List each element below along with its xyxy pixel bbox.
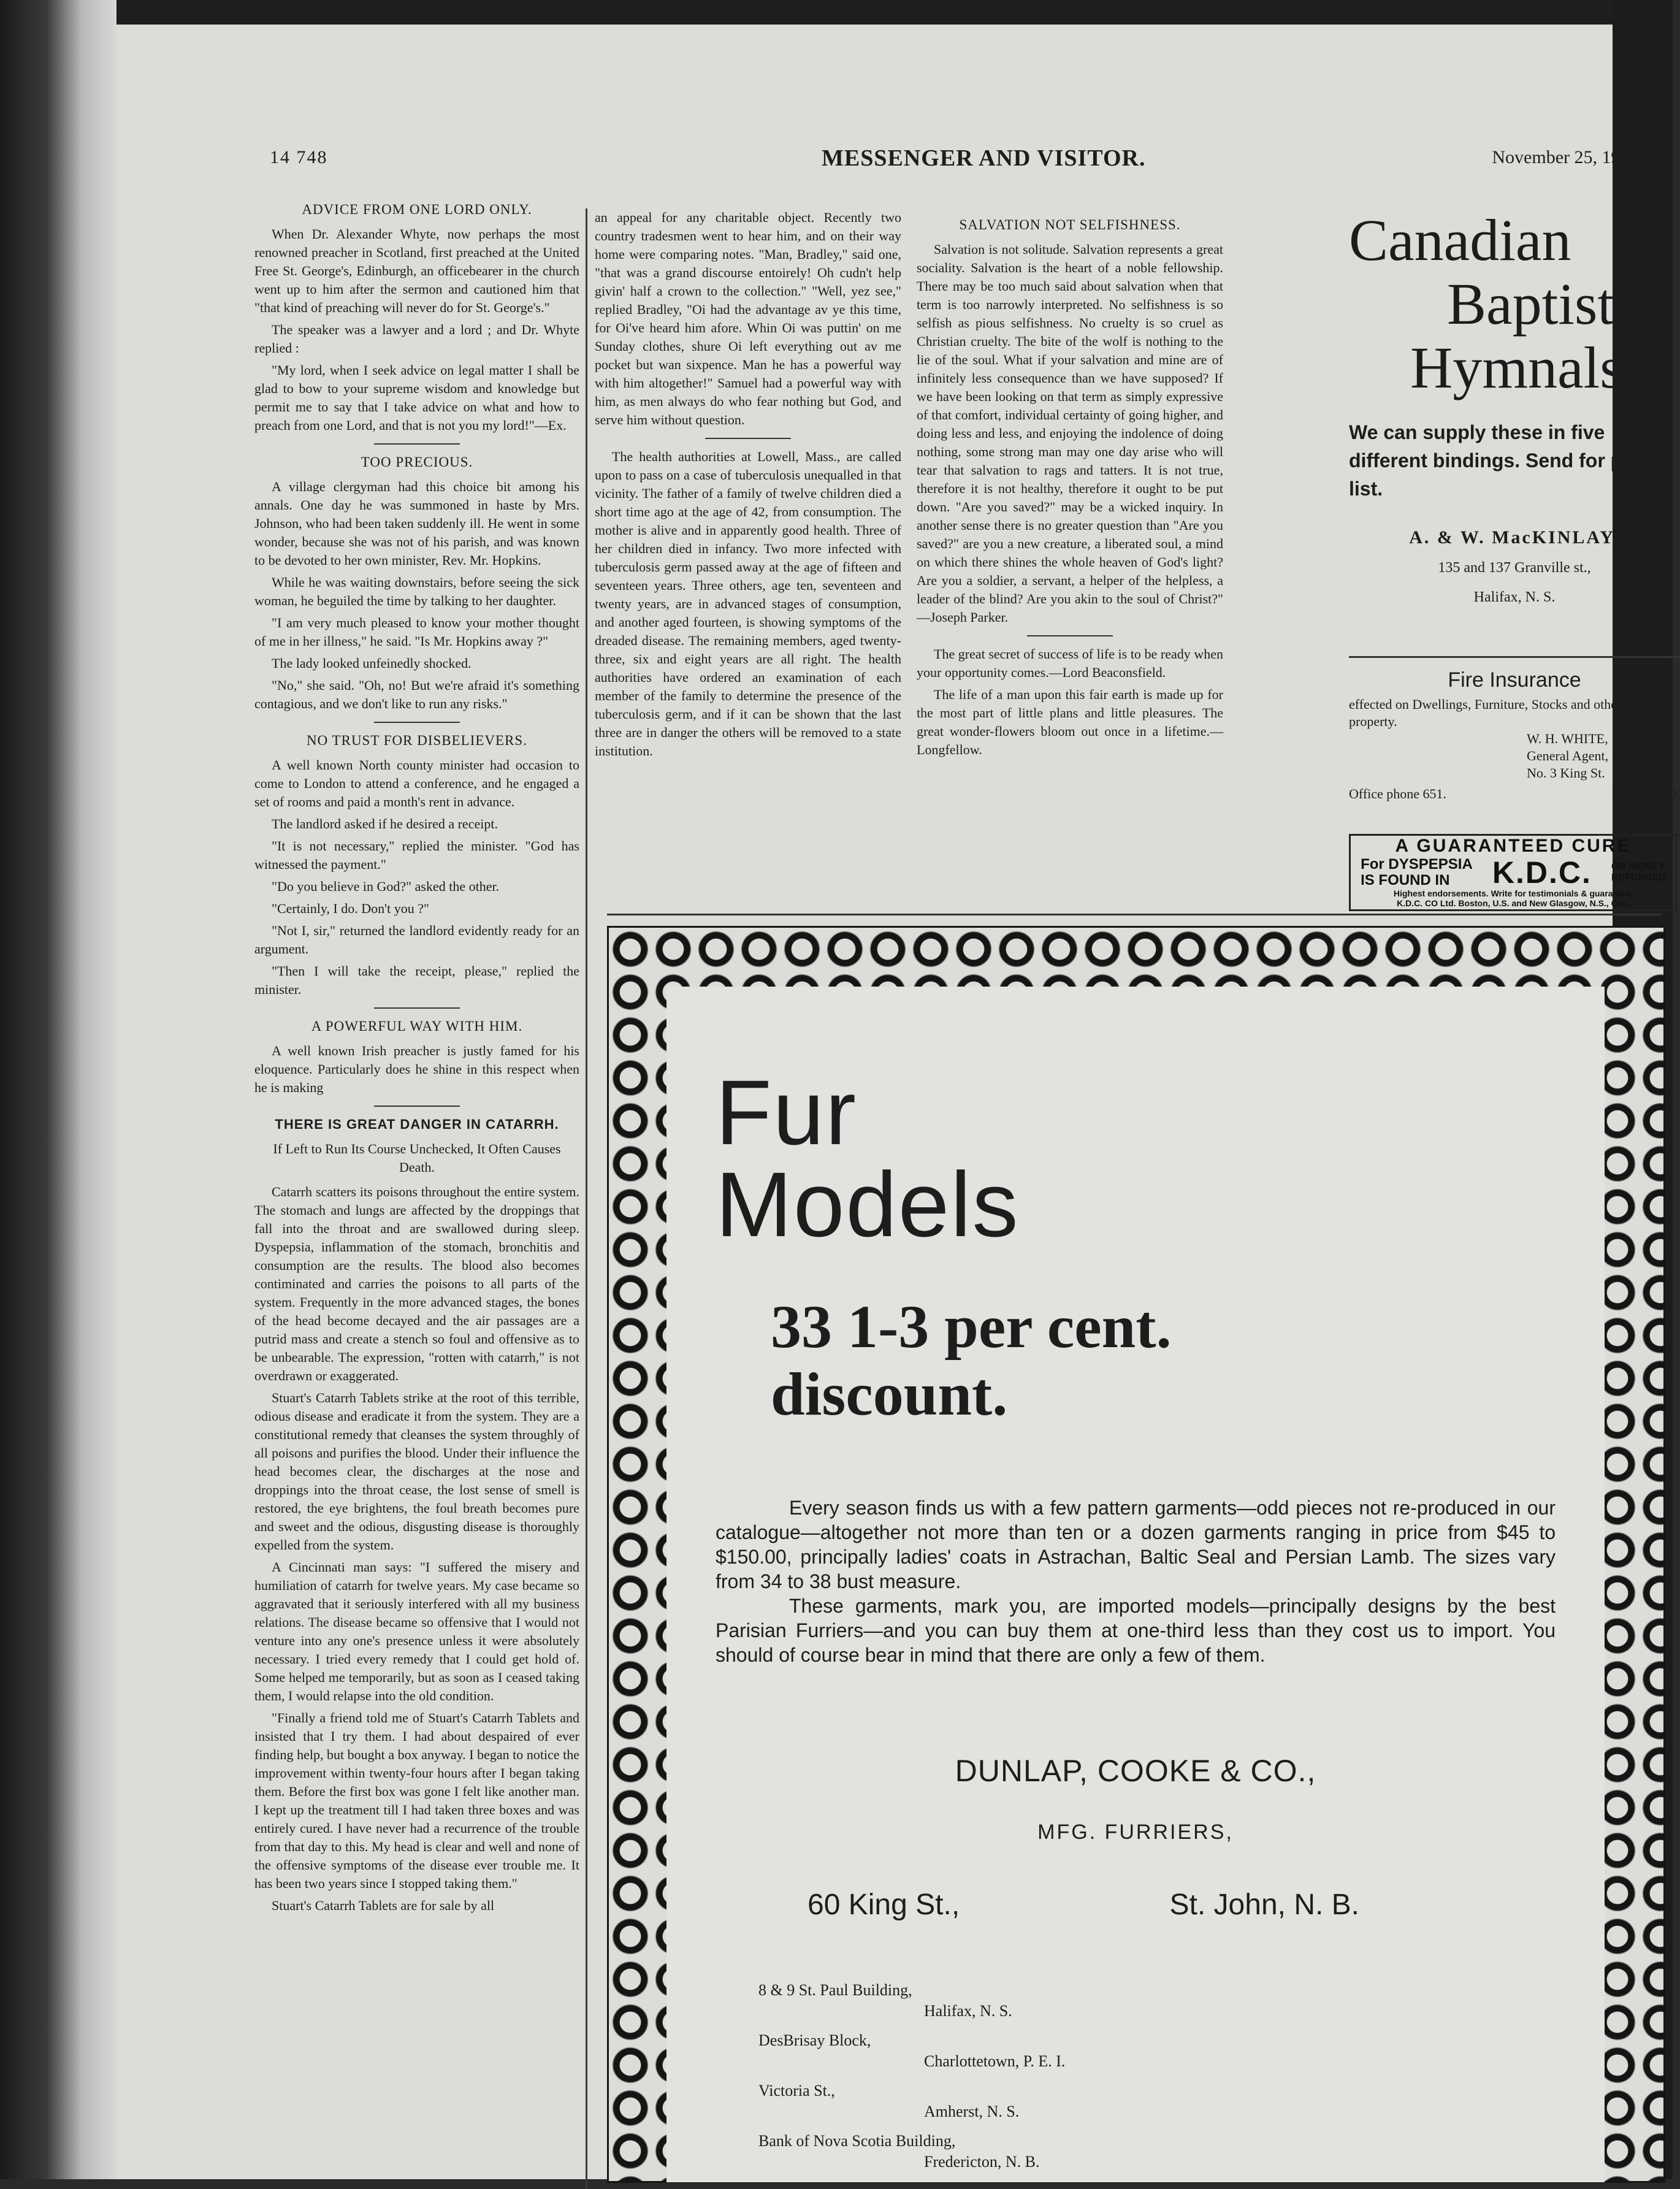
branch-building: Bank of Nova Scotia Building, — [758, 2132, 956, 2150]
firm-name: DUNLAP, COOKE & CO., — [955, 1754, 1316, 1788]
ad-paragraph: These garments, mark you, are imported models—principally designs by the best Parisian Furriers—and you can buy them at one-third less than they cost us to import. You should of course bear in mind that there are only a few of them. — [716, 1595, 1556, 1666]
page-header — [270, 147, 1643, 190]
article-paragraph: "Finally a friend told me of Stuart's Catarrh Tablets and insisted that I try them. I had about despaired of ever finding help, but bought a box anyway. I began to notice the improvement within twenty-four hours after I began taking them. Before the first box was gone I felt like another man. I kept up the treatment till I had taken three boxes and was entirely cured. I have never had a recurrence of the trouble from that day to this. My head is clear and well and none of the offensive symptoms of the disease ever trouble me. It has been two years since I stopped taking them." — [254, 1710, 579, 1891]
branch-building: 8 & 9 St. Paul Building, — [758, 1981, 912, 1999]
brand-name: K.D.C. — [1492, 855, 1592, 890]
article-title: SALVATION NOT SELFISHNESS. — [959, 217, 1181, 232]
phone-numbers — [1349, 785, 1680, 803]
article-paragraph: "It is not necessary," replied the minister. "God has witnessed the payment." — [254, 838, 579, 872]
article-paragraph: "Do you believe in God?" asked the other. — [272, 879, 500, 894]
branch-building: Victoria St., — [758, 2082, 835, 2099]
agent-name: W. H. WHITE, — [1527, 731, 1608, 746]
ad-paragraph: Every season finds us with a few pattern garments—odd pieces not re-produced in our catalogue—altogether not more than ten or a dozen garments ranging in price from $45 to $150.00, principally ladies' coats in Astrachan, Baltic Seal and Persian Lamb. The sizes vary from 34 to 38 bust measure. — [716, 1497, 1556, 1592]
agent-address: No. 3 King St. — [1527, 765, 1605, 781]
article-title: NO TRUST FOR DISBELIEVERS. — [307, 733, 527, 748]
ad-divider — [607, 914, 1662, 915]
article-title: THERE IS GREAT DANGER IN CATARRH. — [275, 1117, 559, 1132]
ad-text: OR MONEY — [1611, 861, 1665, 872]
ad-headline: Canadian — [1349, 207, 1571, 273]
street-address: 60 King St., — [808, 1889, 960, 1921]
discount-line: 33 1-3 per cent. — [771, 1293, 1172, 1361]
article-paragraph: The lady looked unfeinedly shocked. — [272, 655, 472, 671]
ad-address: 135 and 137 Granville st., — [1438, 560, 1591, 576]
ad-description: effected on Dwellings, Furniture, Stocks and other insurable property. — [1349, 697, 1674, 729]
ad-headline — [716, 1061, 1020, 1256]
article-title: ADVICE FROM ONE LORD ONLY. — [302, 202, 532, 217]
article-subtitle: If Left to Run Its Course Unchecked, It Often Causes Death. — [273, 1141, 561, 1175]
divider — [705, 438, 791, 439]
divider — [374, 443, 460, 445]
article-paragraph: A well known North county minister had occasion to come to London to attend a conference, and he engaged a set of rooms and paid a month's rent in advance. — [254, 757, 579, 809]
branch-city: Charlottetown, P. E. I. — [924, 2052, 1066, 2070]
ad-body — [716, 1496, 1556, 1667]
article-paragraph: "No," she said. "Oh, no! But we're afraid it's something contagious, and we don't like to run any risks." — [254, 678, 579, 711]
divider — [374, 1007, 460, 1009]
article-paragraph: Stuart's Catarrh Tablets are for sale by all — [272, 1898, 495, 1913]
main-address — [808, 1888, 1359, 1922]
fire-insurance-advertisement — [1349, 668, 1680, 803]
page-number: 14 748 — [270, 147, 328, 167]
ad-headline: Hymnals. — [1410, 335, 1638, 400]
ad-firm-name: A. & W. MacKINLAY. — [1409, 527, 1620, 548]
article-paragraph: The life of a man upon this fair earth is made up for the most part of little plans and little pleasures. The great wonder-flowers bloom out once in a lifetime.—Longfellow. — [917, 687, 1223, 757]
branch-list — [758, 1980, 1188, 2181]
ad-text: IS FOUND IN — [1361, 872, 1450, 888]
agent-role: General Agent, — [1527, 748, 1609, 763]
fur-advertisement — [666, 987, 1605, 2182]
article-paragraph: an appeal for any charitable object. Recently two country tradesmen went to hear him, and on their way home were comparing notes. "Man, Bradley," said one, "that was a grand discourse entoirely! Oh cudn't help givin' half a crown to the collection." "Well, yez see," replied Bradley, "Oi had the advantage av ye this time, for Oi've heard him afore. Whin Oi was puttin' on me Sunday clothes, shure Oi left everything out av me pocket but wan sixpence. Man he has a powerful way with him altogether!" Samuel had a powerful way with him, as men always do who fear nothing but God, and serve him without question. — [595, 210, 901, 427]
article-paragraph: Stuart's Catarrh Tablets strike at the root of this terrible, odious disease and eradicate it from the system. They are a constitutional remedy that cleanses the system throughly of all poisons and purifies the blood. Under their influence the head becomes clear, the discharges at the nose and droppings into the throat cease, the lost sense of smell is restored, the eye brightens, the foul breath becomes pure and sweet and the odious, disgusting disease is thoroughly expelled from the system. — [254, 1390, 579, 1553]
column-2 — [595, 208, 901, 914]
fur-advertisement-border — [607, 926, 1665, 2183]
branch-building: DesBrisay Block, — [758, 2031, 871, 2049]
ad-divider — [1349, 656, 1680, 658]
column-3 — [917, 208, 1223, 914]
article-paragraph: While he was waiting downstairs, before seeing the sick woman, he beguiled the time by talking to her daughter. — [254, 575, 579, 608]
ad-body — [1351, 857, 1676, 888]
branch-city: Amherst, N. S. — [924, 2103, 1020, 2120]
article-paragraph: A well known Irish preacher is justly famed for his eloquence. Particularly does he shine in this respect when he is making — [254, 1043, 579, 1095]
discount-text — [771, 1293, 1172, 1428]
ad-description: We can supply these in five different bindings. Send for price list. — [1349, 421, 1658, 500]
article-paragraph: A Cincinnati man says: "I suffered the misery and humiliation of catarrh for twelve years. My case became so aggravated that it seriously interfered with all my business relations. The disease became so offensive that I would not venture into any one's presence unless it were absolutely necessary. I tried every remedy that I could get hold of. Some helped me temporarily, but as soon as I ceased taking them, I would relapse into the old condition. — [254, 1559, 579, 1703]
article-paragraph: Catarrh scatters its poisons throughout the entire system. The stomach and lungs are affected by the droppings that fall into the throat and are swallowed during sleep. Dyspepsia, inflammation of the stomach, bronchitis and consumption are the results. The blood also becomes contiminated and carries the poisons to all parts of the system. Frequently in the more advanced stages, the bones of the head become decayed and the air passages are a putrid mass and create a stench so foul and offensive as to be unbearable. The expression, "rotten with catarrh," is not overdrawn or exaggerated. — [254, 1184, 579, 1383]
ad-headline-line: Models — [716, 1153, 1020, 1256]
article-paragraph: "Then I will take the receipt, please," replied the minister. — [254, 963, 579, 997]
article-paragraph: A village clergyman had this choice bit among his annals. One day he was summoned in haste by Mrs. Johnson, who had been taken suddenly ill. He went in some wonder, because she was not of his parish, and was known to be devoted to her own minister, Rev. Mr. Hopkins. — [254, 479, 579, 568]
ad-headline: A GUARANTEED CURE — [1395, 836, 1632, 856]
ad-footnote: K.D.C. CO Ltd. Boston, U.S. and New Glasgow, N.S., Can. — [1397, 898, 1630, 908]
article-paragraph: The landlord asked if he desired a receipt. — [272, 816, 498, 831]
city-address: St. John, N. B. — [1169, 1889, 1359, 1921]
ad-title: Fire Insurance — [1448, 668, 1581, 692]
scan-border-top — [0, 0, 1673, 25]
ad-text: REFUNDED — [1611, 873, 1666, 883]
divider — [1027, 635, 1113, 636]
article-title: TOO PRECIOUS. — [361, 454, 473, 470]
article-title: A POWERFUL WAY WITH HIM. — [311, 1018, 523, 1034]
branch-city: Fredericton, N. B. — [924, 2153, 1040, 2171]
newspaper-page — [116, 25, 1680, 2179]
article-paragraph: The speaker was a lawyer and a lord ; and Dr. Whyte replied : — [254, 322, 579, 356]
article-paragraph: Salvation is not solitude. Salvation represents a great sociality. Salvation is the heart of a noble fellowship. There may be too much said about salvation when that term is too narrowly interpreted. No selfishness is so selfish as pious selfishness. No cruelty is so cruel as Christian cruelty. The bite of the wolf is nothing to the lie of the soul. What if your salvation and mine are of infinitely less consequence than we have supposed? If we have been looking on that term as simply expressive of that comfort, individual certainty of going higher, and doing less and less, and enjoying the indolence of doing nothing, some strong man may one day arise who will tear that salvation to rags and tatters. It is not true, therefore it is not healthy, therefore it ought to be put down. "Are you saved?" may be a wicked inquiry. In another sense there is no greater question than "Are you saved?" are you a new creature, a liberated soul, a mind on which there shines the whole heaven of God's light? Are you a soldier, a servant, a helper of the helpless, a leader of the blind? Are you akin to the soul of Christ?" —Joseph Parker. — [917, 242, 1223, 625]
branch-city: Halifax, N. S. — [924, 2002, 1012, 2020]
ad-footnote: Highest endorsements. Write for testimonials & guarantee. — [1393, 888, 1633, 898]
article-paragraph: "Not I, sir," returned the landlord evidently ready for an argument. — [254, 923, 579, 957]
office-phone: Office phone 651. — [1349, 786, 1447, 801]
article-paragraph: The health authorities at Lowell, Mass., are called upon to pass on a case of tuberculosis unequalled in that vicinity. The father of a family of twelve children died a short time ago at the age of 42, from consumption. The mother is alive and in apparently good health. Three of her children died in infancy. Two more infected with tuberculosis germ passed away at the age of fifteen and seventeen years. Three others, age ten, seventeen and twenty years, are in advanced stages of consumption, and another aged fourteen, is showing symptoms of the dreaded disease. The remaining members, aged twenty-three, six and eight years are all right. The health authorities have ordered an examination of each member of the family to determine the presence of the tuberculosis germ, and if it can be shown that the last three are in danger the others will be removed to a state institution. — [595, 449, 901, 758]
divider — [374, 1106, 460, 1107]
column-divider — [586, 208, 587, 2189]
ad-headline-line: Fur — [716, 1061, 857, 1164]
article-paragraph: "I am very much pleased to know your mother thought of me in her illness," he said. "Is Mr. Hopkins away ?" — [254, 615, 579, 649]
issue-date: November 25, 1903. — [1492, 147, 1643, 167]
article-paragraph: "Certainly, I do. Don't you ?" — [272, 901, 429, 916]
article-paragraph: "My lord, when I seek advice on legal matter I shall be glad to bow to your supreme wisdom and knowledge but permit me to say that I take advice on what and how to preach from one Lord, and that is not you my lord!"—Ex. — [254, 362, 579, 433]
firm-trade: MFG. FURRIERS, — [1037, 1820, 1234, 1844]
hymnal-advertisement — [1349, 208, 1680, 607]
ad-text: For DYSPEPSIA — [1361, 856, 1473, 873]
article-paragraph: When Dr. Alexander Whyte, now perhaps the most renowned preacher in Scotland, first preached at the United Free St. George's, Edinburgh, an officebearer in the church went up to him after the sermon and cautioned him that "that kind of preaching will never do for St. George's." — [254, 226, 579, 315]
divider — [374, 722, 460, 723]
ad-city: Halifax, N. S. — [1473, 589, 1556, 605]
house-phone: House 1060. — [1611, 786, 1680, 801]
article-paragraph: The great secret of success of life is to be ready when your opportunity comes.—Lord Beaconsfield. — [917, 646, 1223, 680]
kdc-advertisement — [1349, 834, 1678, 911]
newspaper-title: MESSENGER AND VISITOR. — [822, 145, 1146, 171]
scan-border-left — [0, 0, 116, 2179]
column-1 — [254, 193, 579, 2174]
discount-line: discount. — [771, 1360, 1008, 1428]
ad-headline: Baptist — [1447, 271, 1614, 337]
